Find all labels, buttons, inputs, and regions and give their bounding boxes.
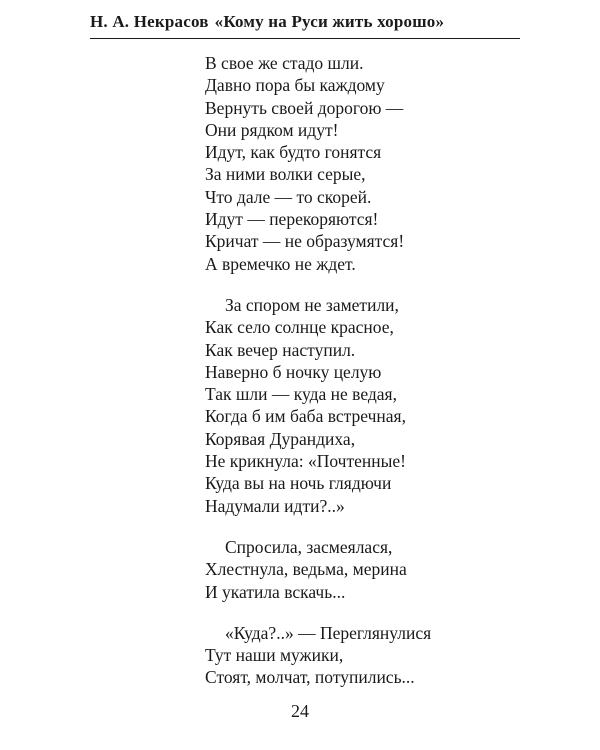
poem-line: В свое же стадо шли.: [205, 53, 364, 73]
poem-line: Что дале — то скорей.: [205, 186, 372, 207]
poem-line: Когда б им баба встречная,: [205, 406, 406, 427]
poem-line: Как вечер наступил.: [205, 339, 356, 360]
poem-line: И укатила вскачь...: [205, 581, 346, 602]
poem-line: Так шли — куда не ведая,: [205, 384, 397, 405]
poem-body: [205, 52, 505, 708]
poem-line: «Куда?..» — Переглянулися: [225, 622, 432, 643]
poem-line: Корявая Дурандиха,: [205, 428, 356, 449]
poem-line: Хлестнула, ведьма, мерина: [205, 559, 407, 580]
poem-line: Давно пора бы каждому: [205, 75, 385, 96]
poem-line: Кричат — не образумятся!: [205, 231, 405, 252]
page-number: 24: [291, 701, 309, 721]
poem-line: Тут наши мужики,: [205, 645, 344, 666]
poem-line: Не крикнула: «Почтенные!: [205, 451, 406, 472]
stanza-4: [205, 622, 505, 689]
poem-line: Как село солнце красное,: [205, 317, 394, 338]
poem-line: Спросила, засмеялася,: [225, 536, 393, 557]
poem-line: Идут, как будто гонятся: [205, 142, 382, 163]
running-head: [90, 12, 520, 39]
poem-line: За ними волки серые,: [205, 164, 366, 185]
header-title: «Кому на Руси жить хорошо»: [214, 12, 445, 31]
poem-line: Наверно б ночку целую: [205, 361, 382, 382]
poem-line: За спором не заметили,: [225, 294, 399, 315]
header-author: Н. А. Некрасов: [90, 12, 209, 31]
poem-line: А времечко не ждет.: [205, 253, 356, 274]
poem-line: Вернуть своей дорогою —: [205, 97, 404, 118]
poem-line: Идут — перекоряются!: [205, 209, 379, 230]
poem-line: Куда вы на ночь глядючи: [205, 473, 392, 494]
stanza-3: [205, 536, 505, 603]
stanza-2: [205, 294, 505, 517]
poem-line: Они рядком идут!: [205, 119, 339, 140]
poem-line: Надумали идти?..»: [205, 495, 345, 516]
poem-line: Стоят, молчат, потупились...: [205, 667, 415, 688]
stanza-1: [205, 52, 505, 275]
